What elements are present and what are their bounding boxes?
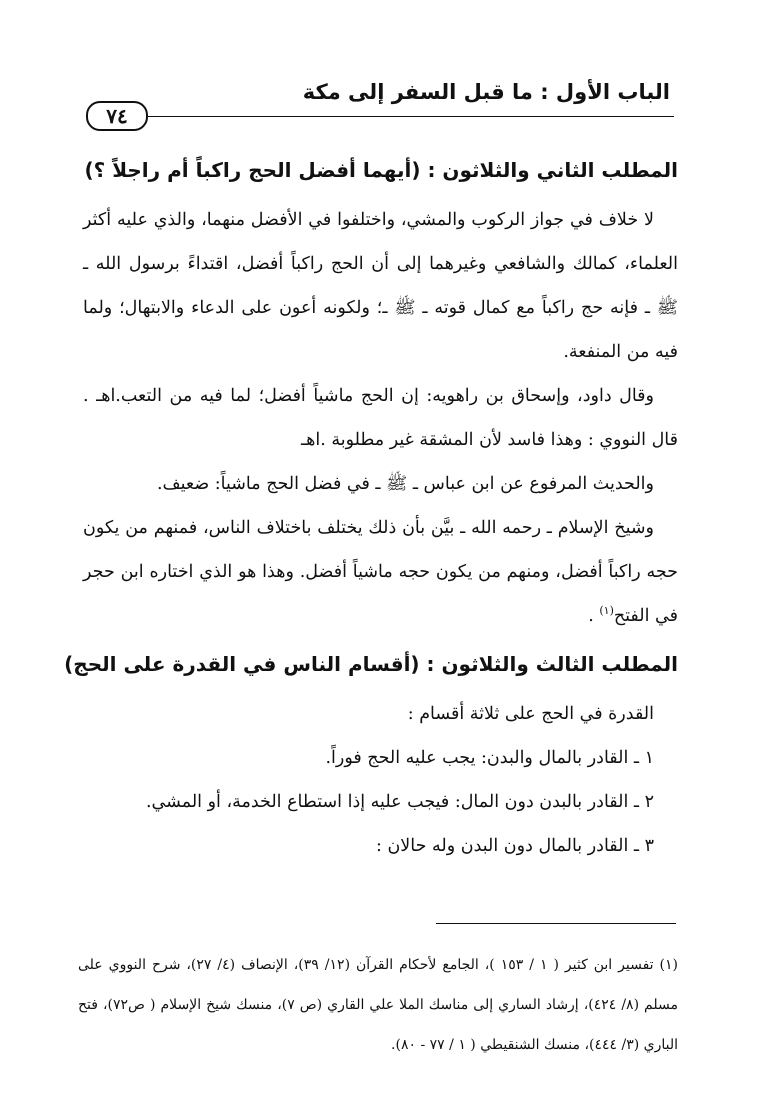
list-intro: القدرة في الحج على ثلاثة أقسام : — [407, 704, 654, 724]
footnote: (١) تفسير ابن كثير ( ١ / ١٥٣ )، الجامع لأحكام القرآن (١٢/ ٣٩)، الإنصاف (٤/ ٢٧)، شرح النووي على مسلم (٨/ ٤٢٤)، إرشاد الساري إلى مناسك الملا علي القاري (ص ٧)، منسك شيخ الإسلام ( ص٧٢)، فتح الباري (٣/ ٤٤٤)، منسك الشنقيطي ( ١ / ٧٧ - ٨٠). — [78, 957, 679, 1053]
footnote-reference: (١) — [599, 604, 614, 618]
section-heading-33: المطلب الثالث والثلاثون : (أقسام الناس في القدرة على الحج) — [64, 652, 678, 676]
footnote-divider — [436, 923, 676, 924]
list-item: ٢ ـ القادر بالبدن دون المال: فيجب عليه إذا استطاع الخدمة، أو المشي. — [145, 792, 654, 812]
page-number: ٧٤ — [86, 101, 148, 131]
paragraph: لا خلاف في جواز الركوب والمشي، واختلفوا في الأفضل منهما، والذي عليه أكثر العلماء، كمالك والشافعي وغيرهما إلى أن الحج راكباً أفضل، اقتداءً برسول الله ـ ﷺ ـ فإنه حج راكباً مع كمال قوته ـ ﷺ ـ؛ ولكونه أعون على الدعاء والابتهال؛ ولما فيه من المنفعة. — [83, 210, 678, 362]
paragraph-text: وشيخ الإسلام ـ رحمه الله ـ بيَّن بأن ذلك يختلف باختلاف الناس، فمنهم من يكون حجه راكباً أفضل، ومنهم من يكون حجه ماشياً أفضل. وهذا هو الذي اختاره ابن حجر في الفتح — [83, 518, 678, 626]
paragraph-end: . — [588, 606, 600, 626]
chapter-title: الباب الأول : ما قبل السفر إلى مكة — [302, 80, 670, 104]
list-item: ٣ ـ القادر بالمال دون البدن وله حالان : — [375, 836, 654, 856]
footnotes — [78, 945, 678, 1065]
paragraph — [83, 506, 678, 638]
list-item: ١ ـ القادر بالمال والبدن: يجب عليه الحج فوراً. — [325, 748, 654, 768]
main-content — [64, 150, 678, 868]
header-divider — [140, 116, 674, 117]
paragraph: والحديث المرفوع عن ابن عباس ـ ﷺ ـ في فضل الحج ماشياً: ضعيف. — [156, 474, 654, 494]
paragraph: وقال داود، وإسحاق بن راهويه: إن الحج ماشياً أفضل؛ لما فيه من التعب.اهـ . قال النووي : وهذا فاسد لأن المشقة غير مطلوبة .اهـ — [83, 386, 678, 450]
section-heading-32: المطلب الثاني والثلاثون : (أيهما أفضل الحج راكباً أم راجلاً ؟) — [84, 158, 678, 182]
